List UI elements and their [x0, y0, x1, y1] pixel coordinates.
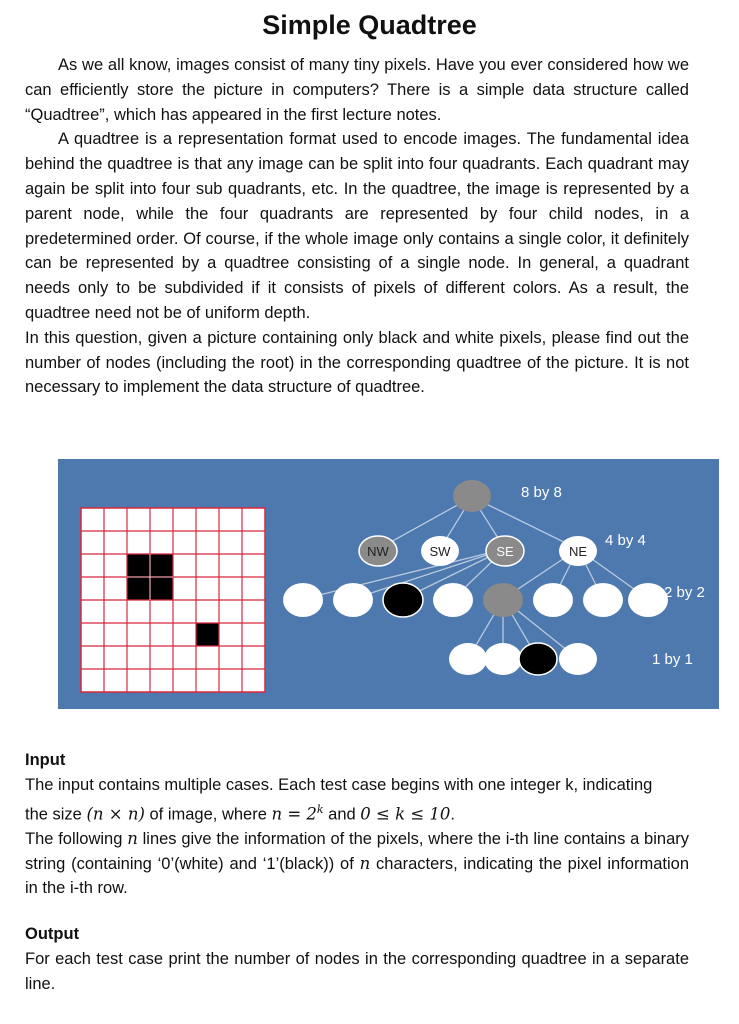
input-section	[25, 748, 689, 901]
math-n: n	[127, 828, 138, 848]
math-k-range: 0 ≤ k ≤ 10	[360, 804, 451, 824]
quadtree-figure	[58, 459, 719, 709]
intro-paragraph-2: A quadtree is a representation format used to encode images. The fundamental idea behind the quadtree is that any image can be split into four quadrants. Each quadrant may again be split into four sub quadrants, etc. In the quadtree, the image is represented by a parent node, while the four quadrants are represented by four child nodes, in a predetermined order. Of course, if the whole image only contains a single color, it definitely can be represented by a quadtree consisting of a single node. In general, a quadrant needs only to be subdivided if it consists of pixels of different colors. As a result, the quadtree need not be of uniform depth.	[25, 130, 689, 322]
input-text: .	[450, 805, 456, 824]
label-8by8: 8 by 8	[521, 484, 562, 501]
node-l2-2	[333, 583, 373, 617]
quadtree-diagram	[58, 459, 719, 709]
intro-section	[25, 53, 689, 400]
node-l2-7	[583, 583, 623, 617]
input-text: The following	[25, 829, 128, 848]
input-text: the size	[25, 805, 87, 824]
level-3-nodes	[449, 643, 597, 675]
node-l2-6	[533, 583, 573, 617]
node-l2-8	[628, 583, 668, 617]
input-text: characters, indicating the pixel information in the i-th row.	[25, 854, 690, 898]
label-2by2: 2 by 2	[664, 584, 705, 601]
input-text: of image, where	[144, 805, 272, 824]
node-l3-2	[484, 643, 522, 675]
input-text: and	[323, 805, 361, 824]
math-n: n	[359, 853, 371, 873]
label-sw: SW	[429, 544, 451, 559]
math-n-equals: n = 2	[271, 804, 317, 824]
label-nw: NW	[367, 544, 389, 559]
label-4by4: 4 by 4	[605, 532, 646, 549]
page-title: Simple Quadtree	[262, 10, 477, 40]
input-line-3	[25, 827, 689, 901]
node-l3-4	[559, 643, 597, 675]
input-text: lines give the information of the pixels, where the i-th line contains a binary string (containing ‘0’(white) and ‘1’(black)) of	[25, 829, 690, 873]
node-l2-1	[283, 583, 323, 617]
tree-edges	[303, 497, 648, 659]
math-exponent: k	[316, 802, 324, 816]
intro-paragraph-3: In this question, given a picture containing only black and white pixels, please find out the number of nodes (including the root) in the corresponding quadtree of the picture. It is not necessary to implement the data structure of quadtree.	[25, 328, 689, 397]
node-l3-1	[449, 643, 487, 675]
input-line-1: The input contains multiple cases. Each test case begins with one integer k, indicating	[25, 775, 653, 794]
node-l2-5	[483, 583, 523, 617]
level-2-nodes	[283, 583, 668, 617]
node-l2-4	[433, 583, 473, 617]
input-line-2	[25, 798, 689, 827]
root-node	[453, 480, 491, 512]
pixel-grid	[81, 508, 265, 692]
black-pixel	[196, 623, 219, 646]
math-size: (n × n)	[86, 804, 145, 824]
output-text: For each test case print the number of nodes in the corresponding quadtree in a separate line.	[25, 949, 689, 993]
output-heading: Output	[25, 925, 80, 943]
label-1by1: 1 by 1	[652, 651, 693, 668]
input-heading: Input	[25, 751, 66, 769]
label-se: SE	[496, 544, 514, 559]
label-ne: NE	[568, 544, 588, 559]
output-section	[25, 922, 689, 996]
intro-paragraph-1: As we all know, images consist of many tiny pixels. Have you ever considered how we can efficiently store the picture in computers? There is a simple data structure called “Quadtree”, which has appeared in the first lecture notes.	[25, 56, 689, 124]
node-l2-3	[383, 583, 423, 617]
node-l3-3	[519, 643, 557, 675]
